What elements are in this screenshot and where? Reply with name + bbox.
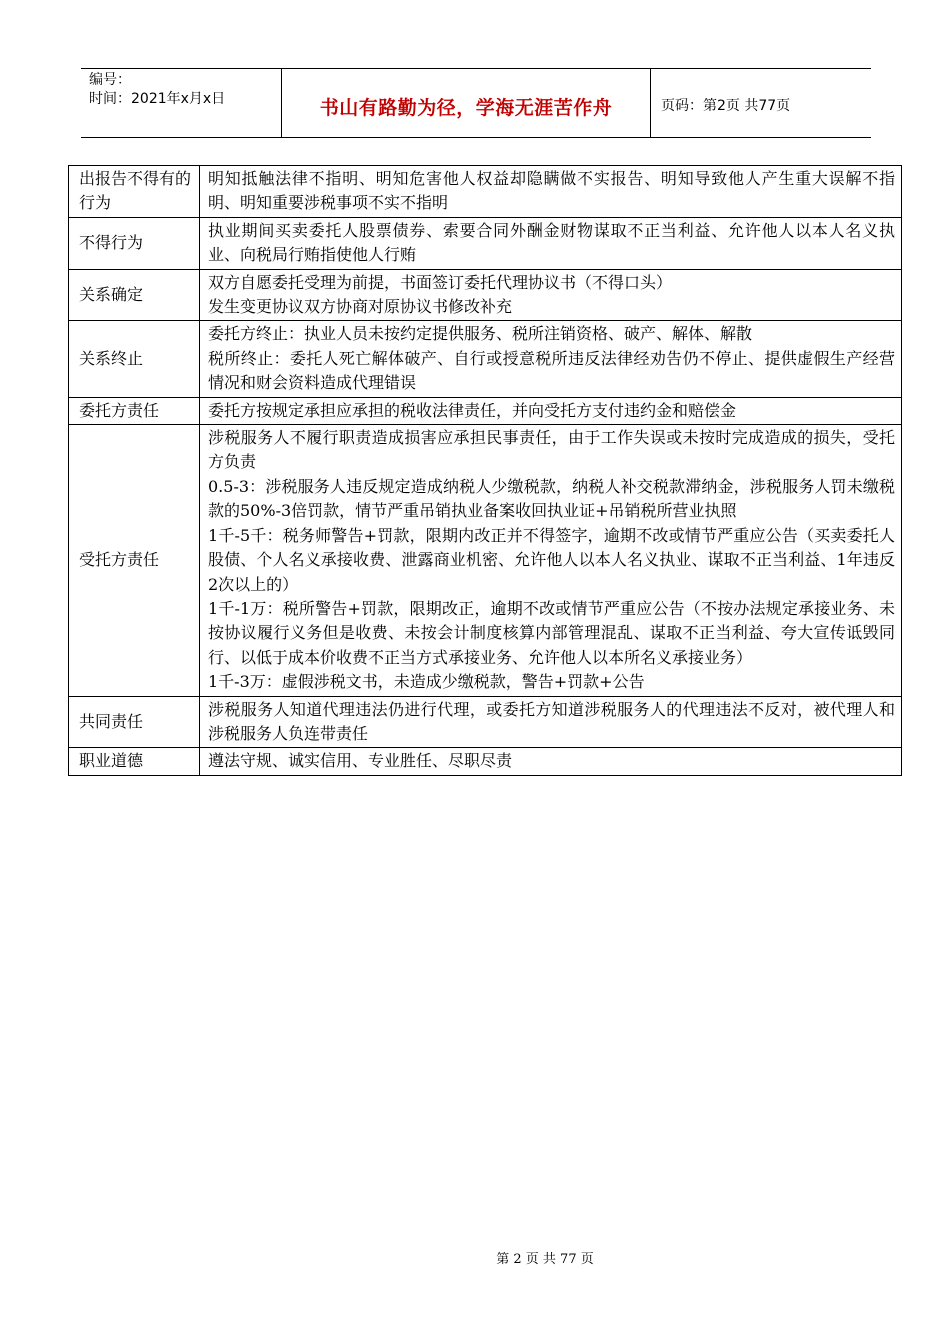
row-label: 不得行为 [69, 217, 200, 269]
row-label: 委托方责任 [69, 397, 200, 424]
content-line: 0.5-3：涉税服务人违反规定造成纳税人少缴税款，纳税人补交税款滞纳金，涉税服务人罚未缴税款的50%-3倍罚款，情节严重吊销执业备案收回执业证+吊销税所营业执照 [208, 476, 895, 521]
row-label: 关系确定 [69, 269, 200, 321]
content-line: 明知抵触法律不指明、明知危害他人权益却隐瞒做不实报告、明知导致他人产生重大误解不指明、明知重要涉税事项不实不指明 [208, 169, 895, 213]
page-header [81, 68, 871, 138]
table-row [69, 269, 902, 321]
row-content [200, 696, 902, 748]
table-row [69, 217, 902, 269]
row-content [200, 166, 902, 218]
row-content [200, 321, 902, 397]
content-line: 1千-3万：虚假涉税文书，未造成少缴税款，警告+罚款+公告 [208, 672, 645, 692]
table-row [69, 425, 902, 696]
row-label: 受托方责任 [69, 425, 200, 696]
row-label: 关系终止 [69, 321, 200, 397]
row-label: 共同责任 [69, 696, 200, 748]
header-motto: 书山有路勤为径，学海无涯苦作舟 [282, 69, 651, 137]
row-content [200, 217, 902, 269]
row-content [200, 748, 902, 775]
content-line: 发生变更协议双方协商对原协议书修改补充 [208, 297, 513, 317]
row-content [200, 397, 902, 424]
header-page-info: 页码：第2页 共77页 [661, 98, 791, 114]
content-line: 涉税服务人知道代理违法仍进行代理，或委托方知道涉税服务人的代理违法不反对，被代理人和涉税服务人负连带责任 [208, 699, 895, 743]
header-meta [81, 69, 282, 137]
content-line: 委托方按规定承担应承担的税收法律责任，并向受托方支付违约金和赔偿金 [208, 400, 737, 420]
content-line: 涉税服务人不履行职责造成损害应承担民事责任，由于工作失误或未按时完成造成的损失，受托方负责 [208, 428, 895, 472]
table-row [69, 166, 902, 218]
date-label: 时间：2021年x月x日 [89, 91, 226, 107]
row-label: 职业道德 [69, 748, 200, 775]
content-line: 委托方终止：执业人员未按约定提供服务、税所注销资格、破产、解体、解散 [208, 324, 753, 344]
content-line: 双方自愿委托受理为前提，书面签订委托代理协议书（不得口头） [208, 272, 673, 292]
number-label: 编号： [89, 72, 131, 88]
table-row [69, 696, 902, 748]
row-content [200, 425, 902, 696]
content-line: 遵法守规、诚实信用、专业胜任、尽职尽责 [208, 751, 513, 771]
page-footer: 第 2 页 共 77 页 [496, 1252, 594, 1267]
table-row [69, 748, 902, 775]
row-content [200, 269, 902, 321]
table-row [69, 397, 902, 424]
content-line: 税所终止：委托人死亡解体破产、自行或授意税所违反法律经劝告仍不停止、提供虚假生产经营情况和财会资料造成代理错误 [208, 348, 895, 393]
content-table [68, 165, 902, 776]
content-line: 1千-1万：税所警告+罚款，限期改正，逾期不改或情节严重应公告（不按办法规定承接业务、未按协议履行义务但是收费、未按会计制度核算内部管理混乱、谋取不正当利益、夸大宣传诋毁同行、以低于成本价收费不正当方式承接业务、允许他人以本所名义承接业务） [208, 598, 895, 667]
content-line: 1千-5千：税务师警告+罚款，限期内改正并不得签字，逾期不改或情节严重应公告（买卖委托人股债、个人名义承接收费、泄露商业机密、允许他人以本人名义执业、谋取不正当利益、1年违反2次以上的） [208, 525, 895, 594]
content-line: 执业期间买卖委托人股票债券、索要合同外酬金财物谋取不正当利益、允许他人以本人名义执业、向税局行贿指使他人行贿 [208, 220, 895, 265]
row-label: 出报告不得有的行为 [69, 166, 200, 218]
table-row [69, 321, 902, 397]
table-body [69, 166, 902, 776]
